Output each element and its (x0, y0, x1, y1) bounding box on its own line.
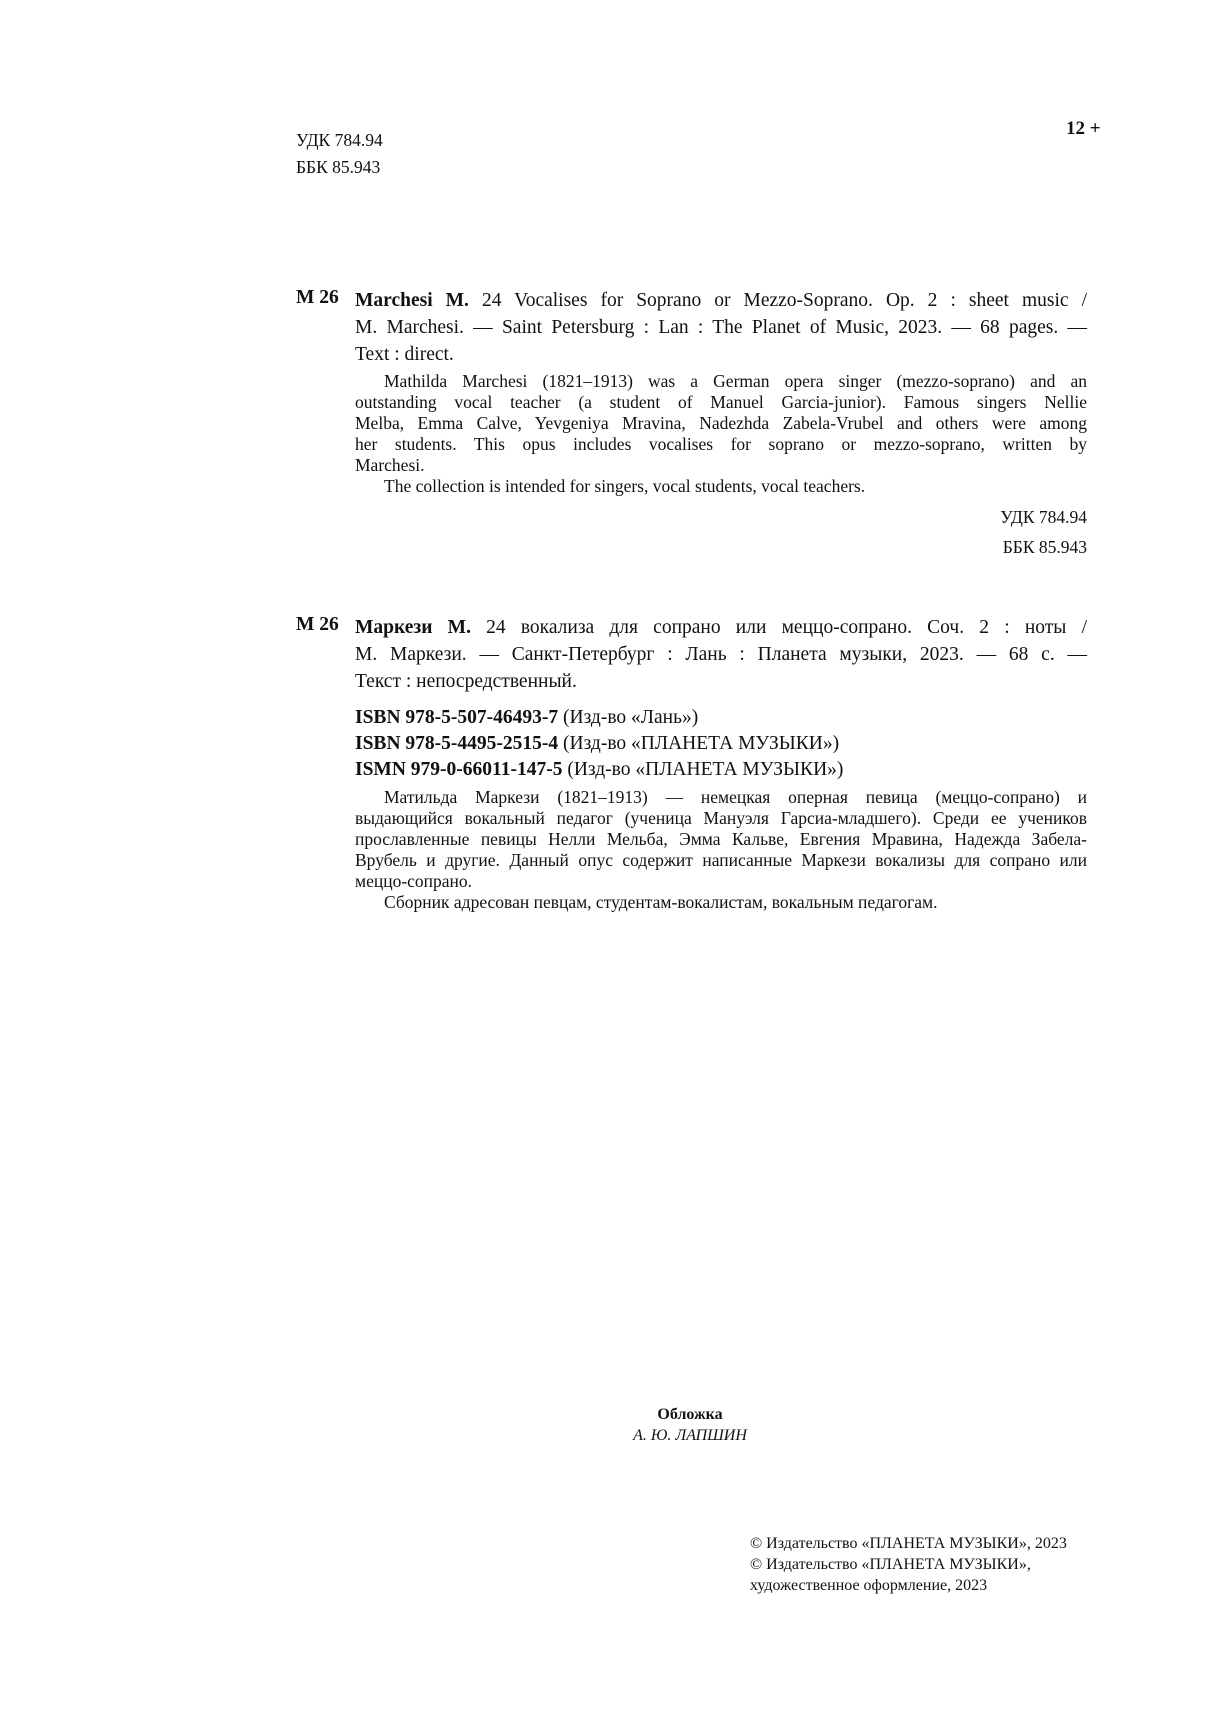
entry-en-title: 24 Vocalises for Soprano or Mezzo-Soprano. Op. 2 : sheet music / (468, 290, 1087, 311)
entry-ru-line3: Текст : непосредственный. (355, 671, 577, 692)
bbk-code: ББК 85.943 (296, 157, 381, 177)
entry-ru-bibliographic (355, 614, 1087, 695)
cover-label: Обложка (657, 1406, 723, 1423)
abstract-line: выдающийся вокальный педагог (ученица Мануэля Гарсиа-младшего). Среди ее учеников (355, 808, 1087, 828)
abstract-line: outstanding vocal teacher (a student of Manuel Garcia-junior). Famous singers Nellie (355, 392, 1087, 412)
entry-ru-line1 (355, 614, 1087, 641)
entry-ru-author: Маркези М. (355, 617, 471, 638)
copyright-line: художественное оформление, 2023 (750, 1577, 988, 1594)
entry-ru-line2: М. Маркези. — Санкт-Петербург : Лань : Планета музыки, 2023. — 68 с. — (355, 644, 1087, 665)
copyright-block (750, 1533, 1067, 1596)
udk-code: УДК 784.94 (296, 130, 383, 150)
entry-en-bbk: ББК 85.943 (1002, 537, 1087, 557)
abstract-line: Melba, Emma Calve, Yevgeniya Mravina, Nadezhda Zabela-Vrubel and others were among (355, 413, 1087, 433)
abstract-line: меццо-сопрано. (355, 871, 473, 891)
isbn-line (355, 731, 843, 757)
ismn-number: ISMN 979-0-66011-147-5 (355, 759, 563, 780)
ismn-line (355, 757, 843, 783)
entry-en-udk: УДК 784.94 (1000, 507, 1087, 527)
entry-en-author: Marchesi M. (355, 290, 469, 311)
copyright-line: © Издательство «ПЛАНЕТА МУЗЫКИ», (750, 1556, 1031, 1573)
ismn-publisher: (Изд-во «ПЛАНЕТА МУЗЫКИ») (562, 759, 844, 780)
entry-en-audience: The collection is intended for singers, vocal students, vocal teachers. (384, 476, 866, 496)
isbn-number: ISBN 978-5-4495-2515-4 (355, 733, 559, 754)
entry-ru-identifiers (355, 705, 843, 783)
entry-ru-code: М 26 (296, 614, 339, 635)
abstract-line: her students. This opus includes vocalises for soprano or mezzo-soprano, written by (355, 434, 1087, 454)
entry-en-line1 (355, 287, 1087, 314)
entry-en-bibliographic (355, 287, 1087, 368)
cover-designer: А. Ю. ЛАПШИН (633, 1427, 747, 1444)
entry-ru-audience: Сборник адресован певцам, студентам-вокалистам, вокальным педагогам. (384, 892, 938, 912)
age-rating: 12 + (1066, 118, 1101, 139)
abstract-line: Mathilda Marchesi (1821–1913) was a German opera singer (mezzo-soprano) and an (384, 371, 1087, 391)
entry-en-abstract (355, 371, 1087, 497)
abstract-line: Матильда Маркези (1821–1913) — немецкая оперная певица (меццо-сопрано) и (384, 787, 1087, 807)
isbn-publisher: (Изд-во «ПЛАНЕТА МУЗЫКИ») (558, 733, 840, 754)
entry-en-line3: Text : direct. (355, 344, 454, 365)
isbn-line (355, 705, 843, 731)
copyright-line: © Издательство «ПЛАНЕТА МУЗЫКИ», 2023 (750, 1535, 1067, 1552)
isbn-publisher: (Изд-во «Лань») (558, 707, 699, 728)
abstract-line: прославленные певицы Нелли Мельба, Эмма Кальве, Евгения Мравина, Надежда Забела- (355, 829, 1087, 849)
entry-ru-abstract (355, 787, 1087, 913)
entry-en-line2: M. Marchesi. — Saint Petersburg : Lan : The Planet of Music, 2023. — 68 pages. — (355, 317, 1087, 338)
cover-credit (560, 1404, 820, 1446)
entry-en-classification (900, 502, 1087, 562)
entry-ru-title: 24 вокализа для сопрано или меццо-сопрано. Соч. 2 : ноты / (470, 617, 1087, 638)
isbn-number: ISBN 978-5-507-46493-7 (355, 707, 559, 728)
abstract-line: Marchesi. (355, 455, 425, 475)
classification-top (296, 127, 383, 181)
entry-en-code: M 26 (296, 287, 339, 308)
abstract-line: Врубель и другие. Данный опус содержит написанные Маркези вокализы для сопрано или (355, 850, 1087, 870)
